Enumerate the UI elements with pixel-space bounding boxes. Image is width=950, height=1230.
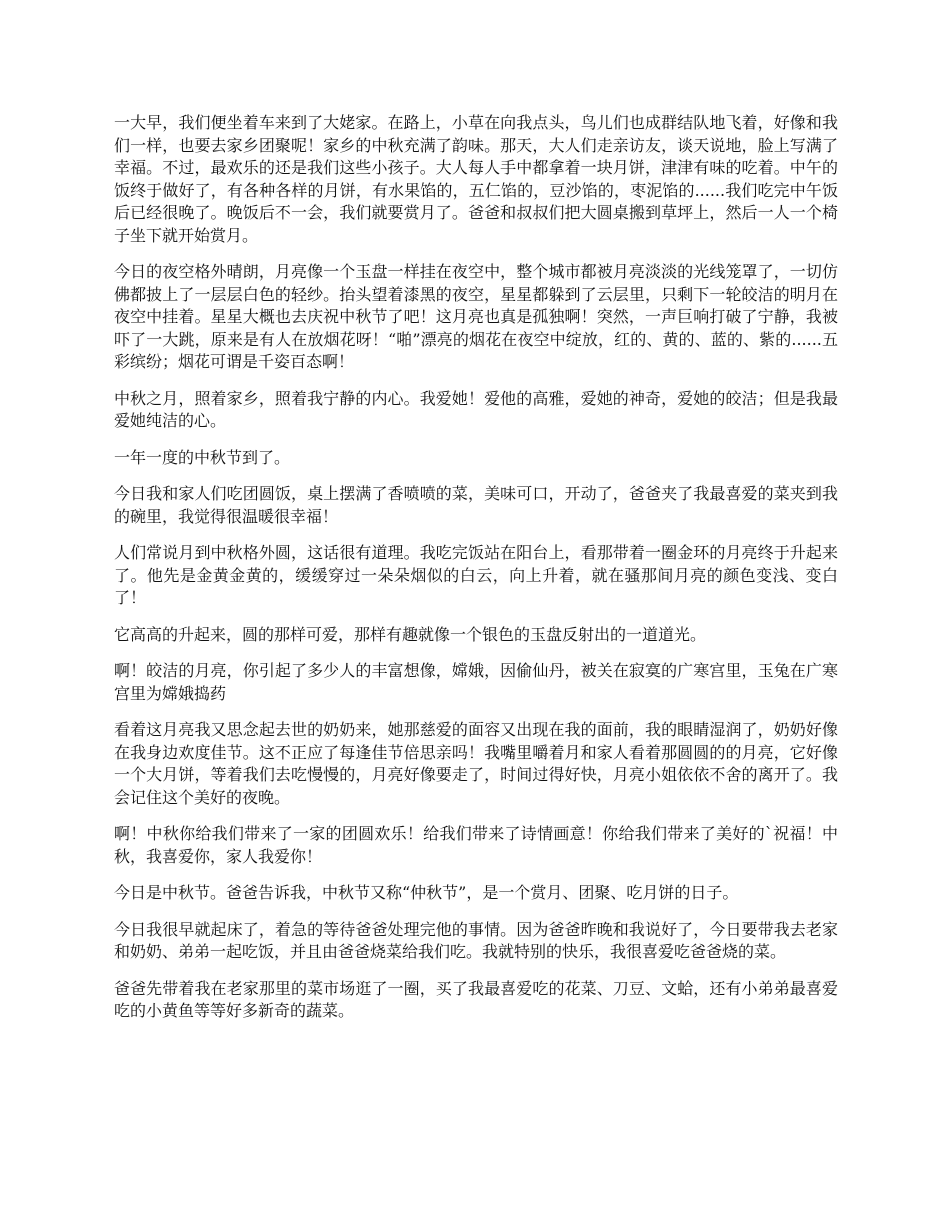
paragraph-9: 看着这月亮我又思念起去世的奶奶来，她那慈爱的面容又出现在我的面前，我的眼睛湿润了，奶奶好像在我身边欢度佳节。这不正应了每逢佳节倍思亲吗！我嘴里嚼着月和家人看着那圆圆的的月亮，它好像一个大月饼，等着我们去吃慢慢的，月亮好像要走了，时间过得好快，月亮小姐依依不舍的离开了。我会记住这个美好的夜晚。 — [114, 720, 838, 807]
paragraph-12: 今日我很早就起床了，着急的等待爸爸处理完他的事情。因为爸爸昨晚和我说好了，今日要带我去老家和奶奶、弟弟一起吃饭，并且由爸爸烧菜给我们吃。我就特别的快乐，我很喜爱吃爸爸烧的菜。 — [114, 919, 838, 961]
paragraph-10: 啊！中秋你给我们带来了一家的团圆欢乐！给我们带来了诗情画意！你给我们带来了美好的`祝福！中秋，我喜爱你，家人我爱你！ — [114, 824, 838, 866]
paragraph-13: 爸爸先带着我在老家那里的菜市场逛了一圈，买了我最喜爱吃的花菜、刀豆、文蛤，还有小弟弟最喜爱吃的小黄鱼等等好多新奇的蔬菜。 — [114, 978, 838, 1020]
paragraph-8: 啊！皎洁的月亮，你引起了多少人的丰富想像，嫦娥，因偷仙丹，被关在寂寞的广寒宫里，玉兔在广寒宫里为嫦娥捣药 — [114, 661, 838, 703]
paragraph-1: 一大早，我们便坐着车来到了大姥家。在路上，小草在向我点头，鸟儿们也成群结队地飞着，好像和我们一样，也要去家乡团聚呢！家乡的中秋充满了韵味。那天，大人们走亲访友，谈天说地，脸上写满了幸福。不过，最欢乐的还是我们这些小孩子。大人每人手中都拿着一块月饼，津津有味的吃着。中午的饭终于做好了，有各种各样的月饼，有水果馅的，五仁馅的，豆沙馅的，枣泥馅的......我们吃完中午饭后已经很晚了。晚饭后不一会，我们就要赏月了。爸爸和叔叔们把大圆桌搬到草坪上，然后一人一个椅子坐下就开始赏月。 — [114, 113, 838, 245]
paragraph-2: 今日的夜空格外晴朗，月亮像一个玉盘一样挂在夜空中，整个城市都被月亮淡淡的光线笼罩了，一切仿佛都披上了一层层白色的轻纱。抬头望着漆黑的夜空，星星都躲到了云层里，只剩下一轮皎洁的明月在夜空中挂着。星星大概也去庆祝中秋节了吧！这月亮也真是孤独啊！突然，一声巨响打破了宁静，我被吓了一大跳，原来是有人在放烟花呀！“啪”漂亮的烟花在夜空中绽放，红的、黄的、蓝的、紫的......五彩缤纷；烟花可谓是千姿百态啊！ — [114, 262, 838, 371]
paragraph-5: 今日我和家人们吃团圆饭，桌上摆满了香喷喷的菜，美味可口，开动了，爸爸夹了我最喜爱的菜夹到我的碗里，我觉得很温暖很幸福！ — [114, 484, 838, 526]
paragraph-11: 今日是中秋节。爸爸告诉我，中秋节又称“仲秋节”，是一个赏月、团聚、吃月饼的日子。 — [114, 883, 739, 902]
paragraph-4: 一年一度的中秋节到了。 — [114, 447, 291, 467]
paragraph-6: 人们常说月到中秋格外圆，这话很有道理。我吃完饭站在阳台上，看那带着一圈金环的月亮终于升起来了。他先是金黄金黄的，缓缓穿过一朵朵烟似的白云，向上升着，就在骚那间月亮的颜色变浅、变白了！ — [114, 543, 838, 607]
paragraph-3: 中秋之月，照着家乡，照着我宁静的内心。我爱她！爱他的高雅，爱她的神奇，爱她的皎洁；但是我最爱她纯洁的心。 — [114, 388, 838, 430]
document-body — [114, 112, 838, 1037]
paragraph-7: 它高高的升起来，圆的那样可爱，那样有趣就像一个银色的玉盘反射出的一道道光。 — [114, 624, 707, 644]
